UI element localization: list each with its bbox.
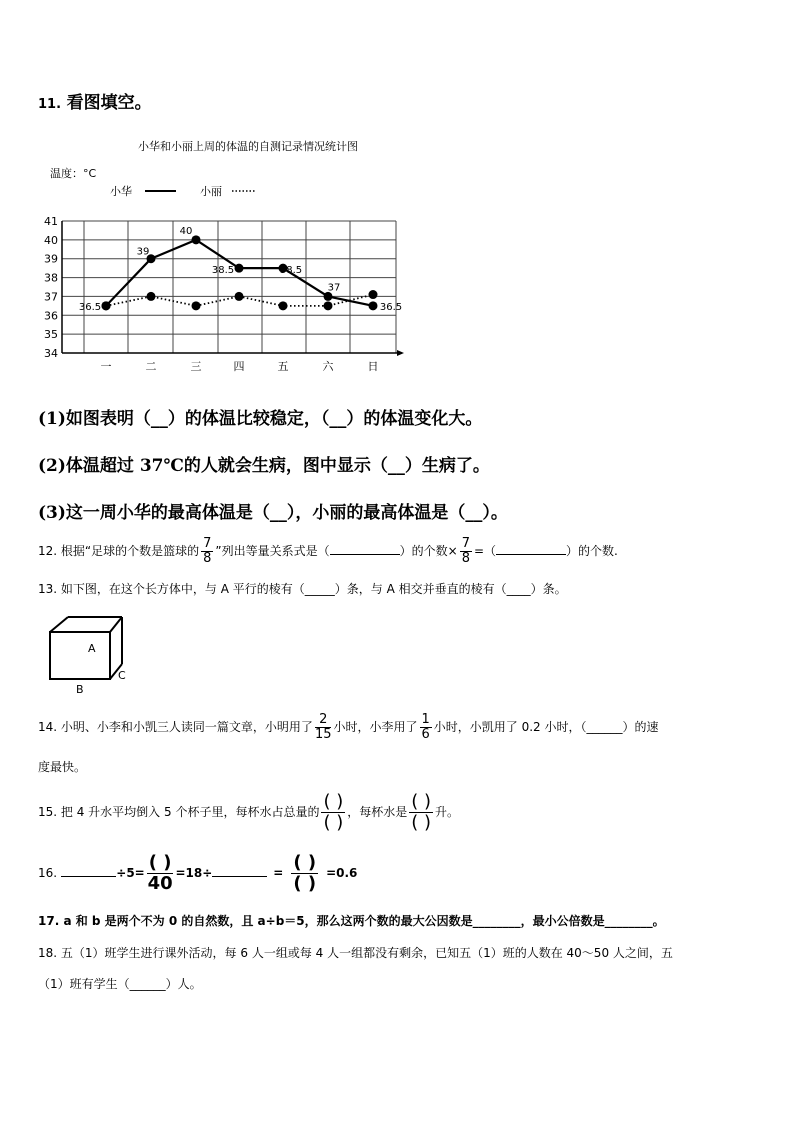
chart-y-tick-labels xyxy=(44,215,58,360)
q16-number: 16. xyxy=(38,866,58,880)
chart-legend xyxy=(110,184,256,198)
series-xiaoli-point xyxy=(192,301,201,310)
chart-title: 小华和小丽上周的体温的自测记录情况统计图 xyxy=(138,140,358,153)
q16-fraction-1-den: 40 xyxy=(147,873,173,894)
series-xiaoli-point xyxy=(369,290,378,299)
q13-text: 如下图，在这个长方体中，与 A 平行的棱有（_____）条，与 A 相交并垂直的棱有（____）条。 xyxy=(60,582,567,596)
q11-sub3: (3)这一周小华的最高体温是（__），小丽的最高体温是（__）。 xyxy=(38,503,508,523)
q14 xyxy=(38,712,659,742)
q17 xyxy=(38,912,665,929)
x-tick-label: 二 xyxy=(145,360,157,373)
q15-text-1: 把 4 升水平均倒入 5 个杯子里，每杯水占总量的 xyxy=(60,805,320,819)
q11-sub2: (2)体温超过 37℃的人就会生病，图中显示（__）生病了。 xyxy=(38,456,490,476)
x-tick-label: 日 xyxy=(367,360,379,373)
q12-number: 12. xyxy=(38,544,58,558)
q15-fraction-2-den: ( ) xyxy=(411,812,432,833)
q11-number: 11. xyxy=(38,97,62,112)
q12-text-3: ）的个数× xyxy=(399,544,458,558)
q17-text: a 和 b 是两个不为 0 的自然数，且 a÷b＝5，那么这两个数的最大公因数是________，最小公倍数是________。 xyxy=(63,914,665,928)
q12-fraction-2-den: 8 xyxy=(461,551,470,566)
y-tick-label: 39 xyxy=(44,252,58,266)
x-tick-label: 五 xyxy=(277,360,289,373)
q14-fraction-2-num: 1 xyxy=(421,712,430,727)
q16-text-4: =0.6 xyxy=(326,866,358,880)
series-xiaohua-point xyxy=(192,235,201,244)
q12-fraction-den: 8 xyxy=(203,551,212,566)
series-xiaoli-point xyxy=(147,292,156,301)
q16-text-3: = xyxy=(273,866,284,880)
cuboid-label-c: C xyxy=(118,669,126,682)
series-xiaohua-point xyxy=(102,301,111,310)
y-tick-label: 35 xyxy=(44,328,58,342)
q15-fraction-1-den: ( ) xyxy=(323,812,344,833)
q12-text-1: 根据“足球的个数是篮球的 xyxy=(60,544,200,558)
series-xiaoli-point xyxy=(235,292,244,301)
q15-fraction-1[interactable] xyxy=(321,792,345,833)
q12-text-4: =（ xyxy=(473,544,497,558)
q13-number: 13. xyxy=(38,582,58,596)
q18-text-1: 五（1）班学生进行课外活动，每 6 人一组或每 4 人一组都没有剩余，已知五（1）班的人数在 40～50 人之间，五 xyxy=(60,946,673,960)
y-tick-label: 40 xyxy=(44,233,58,247)
series-xiaohua-data-label: 39 xyxy=(136,246,150,258)
q12-blank-2[interactable] xyxy=(496,542,566,555)
legend-label-xiaohua: 小华 xyxy=(110,185,132,198)
q16-fraction-1-num: ( ) xyxy=(148,852,172,873)
q14-fraction-2 xyxy=(420,713,432,742)
x-tick-label: 三 xyxy=(190,360,202,373)
q15 xyxy=(38,792,459,833)
q14-fraction-1 xyxy=(315,713,332,742)
y-tick-label: 37 xyxy=(44,290,58,304)
x-axis-arrow xyxy=(397,350,404,356)
x-tick-label: 四 xyxy=(233,360,245,373)
q18-line2: （1）班有学生（______）人。 xyxy=(38,977,202,991)
series-xiaohua-data-label: 38.5 xyxy=(279,265,303,277)
q16-blank-2[interactable] xyxy=(212,864,267,877)
chart-grid xyxy=(62,221,396,353)
cuboid-label-b: B xyxy=(76,683,84,696)
q15-fraction-1-num: ( ) xyxy=(323,791,344,812)
legend-label-xiaoli: 小丽 xyxy=(200,185,222,198)
series-xiaohua-data-label: 37 xyxy=(327,282,341,294)
q16 xyxy=(38,853,357,894)
q14-text-1: 小明、小李和小凯三人读同一篇文章，小明用了 xyxy=(60,720,313,734)
chart-series xyxy=(79,226,402,313)
q12-fraction xyxy=(201,537,213,566)
q14-number: 14. xyxy=(38,720,58,734)
cuboid-label-a: A xyxy=(88,642,96,655)
series-xiaohua-point xyxy=(235,264,244,273)
q17-number: 17. xyxy=(38,914,60,928)
series-xiaoli-point xyxy=(324,301,333,310)
q14-text-2: 小时，小李用了 xyxy=(333,720,418,734)
y-tick-label: 41 xyxy=(44,215,58,228)
y-tick-label: 36 xyxy=(44,309,58,323)
q14-text-3: 小时，小凯用了 0.2 小时，（______）的速 xyxy=(433,720,659,734)
q18-line1 xyxy=(38,944,673,961)
q14-line2: 度最快。 xyxy=(38,760,87,774)
y-tick-label: 38 xyxy=(44,271,58,285)
x-tick-label: 一 xyxy=(100,360,112,373)
series-xiaohua-data-label: 40 xyxy=(179,225,193,237)
chart-ylabel: 温度：°C xyxy=(50,167,97,180)
q16-fraction-2[interactable] xyxy=(291,853,318,894)
q12-fraction-2-num: 7 xyxy=(461,536,470,551)
q12-blank-1[interactable] xyxy=(330,542,400,555)
q12-fraction-num: 7 xyxy=(203,536,212,551)
series-xiaohua-data-label: 36.5 xyxy=(78,301,102,313)
q14-fraction-2-den: 6 xyxy=(421,727,430,742)
q15-fraction-2-num: ( ) xyxy=(411,791,432,812)
x-tick-label: 六 xyxy=(322,360,334,373)
series-xiaoli-point xyxy=(279,301,288,310)
chart-axes xyxy=(62,221,404,356)
q15-number: 15. xyxy=(38,805,58,819)
q14-fraction-1-den: 15 xyxy=(314,727,332,742)
q11-sub1: (1)如图表明（__）的体温比较稳定，（__）的体温变化大。 xyxy=(38,409,483,429)
q12-text-5: ）的个数. xyxy=(566,544,618,558)
q15-fraction-2[interactable] xyxy=(409,792,433,833)
q16-fraction-2-num: ( ) xyxy=(293,852,317,873)
q15-text-2: ，每杯水是 xyxy=(347,805,408,819)
cuboid-figure xyxy=(40,612,140,697)
q13 xyxy=(38,580,567,597)
q16-blank-1[interactable] xyxy=(61,864,116,877)
q15-text-3: 升。 xyxy=(435,805,460,819)
series-xiaohua-data-label: 36.5 xyxy=(379,301,403,313)
q12 xyxy=(38,536,618,566)
q16-fraction-2-den: ( ) xyxy=(293,873,317,894)
q18-number: 18. xyxy=(38,946,58,960)
chart-x-tick-labels xyxy=(101,360,379,373)
q11-title: 看图填空。 xyxy=(66,93,152,113)
series-xiaohua-data-label: 38.5 xyxy=(211,265,235,277)
q16-fraction-1 xyxy=(147,853,174,894)
series-xiaohua-point xyxy=(369,301,378,310)
q16-text-1: ÷5= xyxy=(116,866,145,880)
q16-text-2: =18÷ xyxy=(175,866,213,880)
y-tick-label: 34 xyxy=(44,347,58,360)
q12-text-2: ”列出等量关系式是（ xyxy=(215,544,330,558)
q12-fraction-2 xyxy=(460,537,472,566)
temperature-line-chart xyxy=(0,0,794,380)
q14-fraction-1-num: 2 xyxy=(315,713,332,728)
